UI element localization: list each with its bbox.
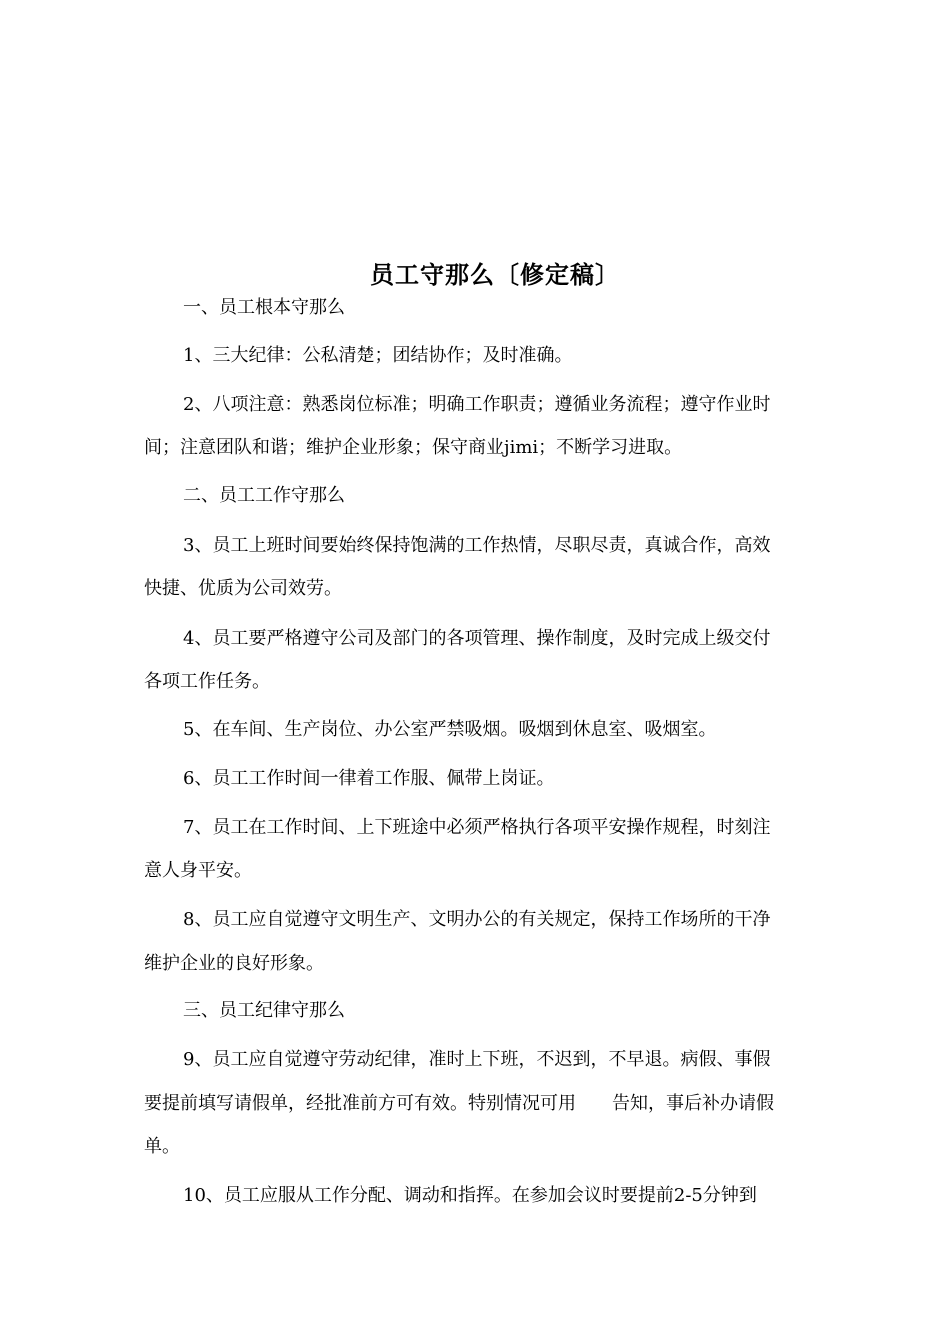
section-heading-basic-rules: 一、员工根本守那么 [183, 297, 345, 318]
rule-2-line-2: 间；注意团队和谐；维护企业形象；保守商业jimi；不断学习进取。 [144, 437, 683, 458]
rule-4-line-1: 4、员工要严格遵守公司及部门的各项管理、操作制度，及时完成上级交付 [183, 628, 771, 649]
rule-8-line-2: 维护企业的良好形象。 [144, 953, 324, 974]
rule-7-line-2: 意人身平安。 [144, 860, 252, 881]
document-title: 员工守那么〔修定稿〕 [370, 260, 620, 289]
rule-8-line-1: 8、员工应自觉遵守文明生产、文明办公的有关规定，保持工作场所的干净 [183, 909, 771, 930]
rule-9-line-1: 9、员工应自觉遵守劳动纪律，准时上下班，不迟到，不早退。病假、事假 [183, 1049, 771, 1070]
rule-9-line-3: 单。 [144, 1136, 180, 1157]
rule-5: 5、在车间、生产岗位、办公室严禁吸烟。吸烟到休息室、吸烟室。 [183, 719, 717, 740]
rule-3-line-1: 3、员工上班时间要始终保持饱满的工作热情，尽职尽责，真诚合作，高效 [183, 535, 771, 556]
rule-7-line-1: 7、员工在工作时间、上下班途中必须严格执行各项平安操作规程，时刻注 [183, 817, 771, 838]
rule-6: 6、员工工作时间一律着工作服、佩带上岗证。 [183, 768, 555, 789]
rule-3-line-2: 快捷、优质为公司效劳。 [144, 578, 342, 599]
rule-9-line-2: 要提前填写请假单，经批准前方可有效。特别情况可用 告知，事后补办请假 [144, 1093, 774, 1114]
section-heading-discipline-rules: 三、员工纪律守那么 [183, 1000, 345, 1021]
rule-4-line-2: 各项工作任务。 [144, 671, 270, 692]
rule-2-line-1: 2、八项注意：熟悉岗位标准；明确工作职责；遵循业务流程；遵守作业时 [183, 394, 771, 415]
rule-10-line-1: 10、员工应服从工作分配、调动和指挥。在参加会议时要提前2-5分钟到 [183, 1185, 757, 1206]
section-heading-work-rules: 二、员工工作守那么 [183, 485, 345, 506]
rule-1: 1、三大纪律：公私清楚；团结协作；及时准确。 [183, 345, 573, 366]
